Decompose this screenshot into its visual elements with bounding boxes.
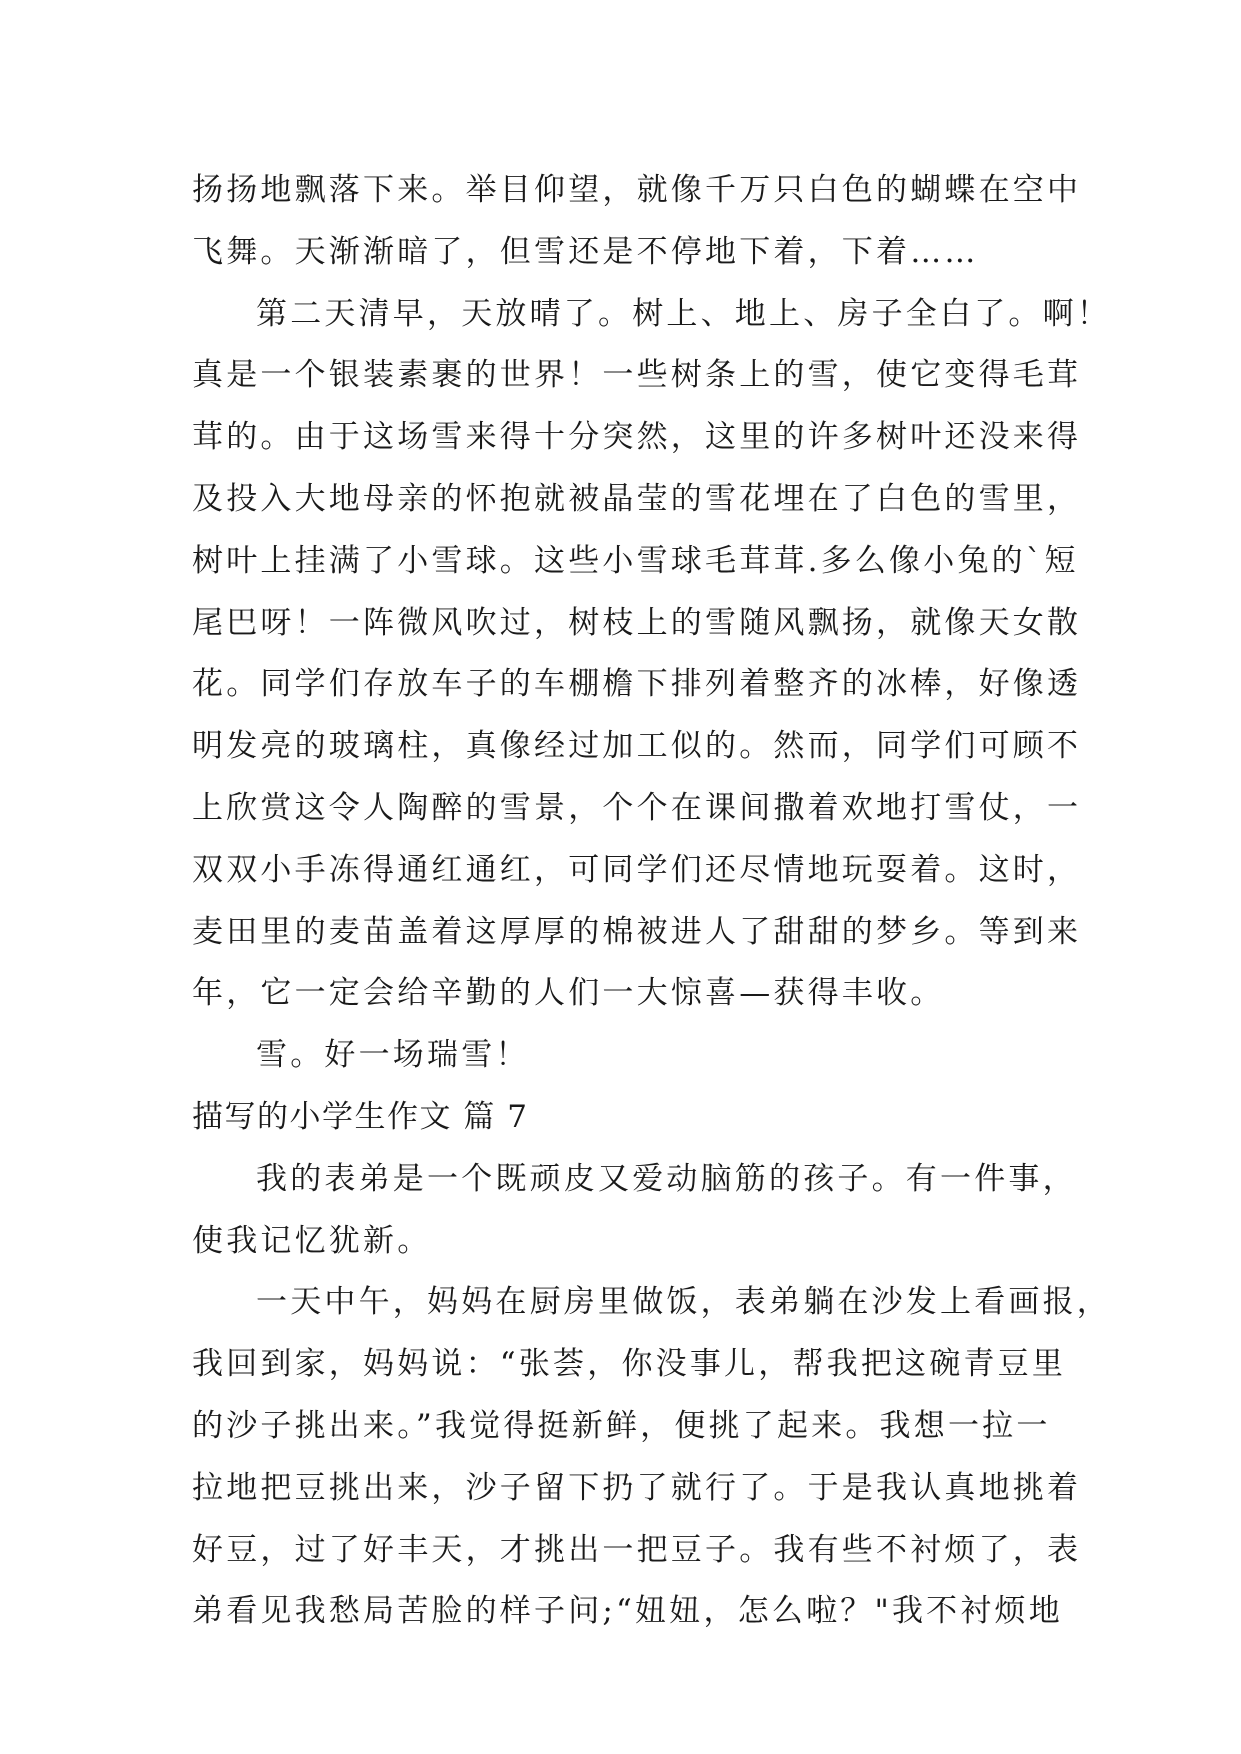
text-line: 使我记忆犹新。 <box>192 1222 432 1259</box>
text-line: 好豆，过了好丰天，才挑出一把豆子。我有些不衬烦了，表 <box>192 1531 1082 1568</box>
paragraph-start-line: 一天中午，妈妈在厨房里做饭，表弟躺在沙发上看画报， <box>256 1284 1111 1321</box>
section-heading: 描写的小学生作文 篇 7 <box>192 1098 529 1135</box>
paragraph-start-line: 第二天清早，天放晴了。树上、地上、房子全白了。啊！ <box>256 295 1111 332</box>
text-line: 尾巴呀！一阵微风吹过，树枝上的雪随风飘扬，就像天女散 <box>192 604 1082 641</box>
text-line: 真是一个银装素裹的世界！一些树条上的雪，使它变得毛茸 <box>192 357 1082 394</box>
text-line: 拉地把豆挑出来，沙子留下扔了就行了。于是我认真地挑着 <box>192 1469 1082 1506</box>
text-line: 弟看见我愁局苦脸的样子问;“妞妞，怎么啦？"我不衬烦地 <box>192 1593 1063 1630</box>
text-line: 飞舞。天渐渐暗了，但雪还是不停地下着，下着…… <box>192 233 979 270</box>
text-line: 扬扬地飘落下来。举目仰望，就像千万只白色的蝴蝶在空中 <box>192 172 1082 208</box>
text-line: 的沙子挑出来。”我觉得挺新鲜，便挑了起来。我想一拉一 <box>192 1407 1051 1444</box>
text-line: 明发亮的玻璃柱，真像经过加工似的。然而，同学们可顾不 <box>192 728 1082 765</box>
text-line: 双双小手冻得通红通红，可同学们还尽情地玩耍着。这时， <box>192 851 1082 888</box>
text-line: 年，它一定会给辛勤的人们一大惊喜—获得丰收。 <box>192 975 945 1012</box>
text-line: 树叶上挂满了小雪球。这些小雪球毛茸茸.多么像小兔的`短 <box>192 542 1079 579</box>
paragraph-start-line: 雪。好一场瑞雪！ <box>256 1037 530 1074</box>
paragraph-start-line: 我的表弟是一个既顽皮又爱动脑筋的孩子。有一件事， <box>256 1160 1077 1197</box>
text-line: 上欣赏这令人陶醉的雪景，个个在课间撒着欢地打雪仗，一 <box>192 789 1082 826</box>
text-line: 麦田里的麦苗盖着这厚厚的棉被进人了甜甜的梦乡。等到来 <box>192 913 1082 950</box>
text-line: 花。同学们存放车子的车棚檐下排列着整齐的冰棒，好像透 <box>192 666 1082 703</box>
essay-text <box>192 160 1111 1643</box>
text-line: 茸的。由于这场雪来得十分突然，这里的许多树叶还没来得 <box>192 419 1082 456</box>
text-line: 我回到家，妈妈说：“张荟，你没事儿，帮我把这碗青豆里 <box>192 1346 1067 1383</box>
text-line: 及投入大地母亲的怀抱就被晶莹的雪花埋在了白色的雪里， <box>192 480 1082 517</box>
